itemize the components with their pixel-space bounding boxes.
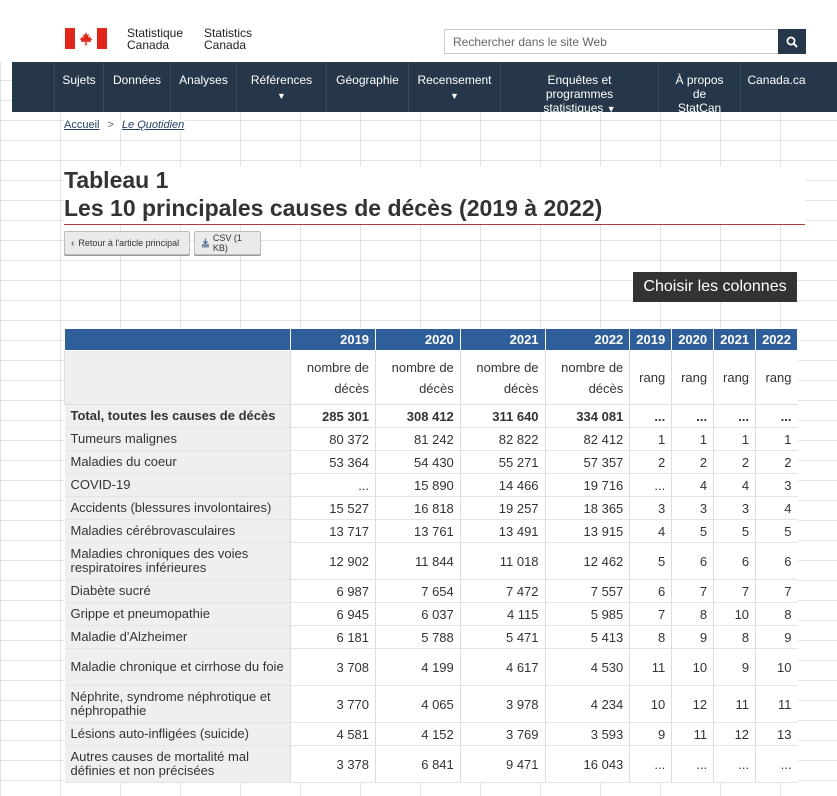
table-cell: ...	[714, 746, 756, 783]
unit-header: nombre de décès	[545, 351, 630, 405]
table-cell: 9	[630, 723, 672, 746]
table-cell: 4 530	[545, 649, 630, 686]
table-cell: 57 357	[545, 451, 630, 474]
table-cell: 54 430	[376, 451, 461, 474]
table-cell: 13 761	[376, 520, 461, 543]
chevron-down-icon: ▼	[606, 104, 616, 114]
table-cell: ...	[672, 746, 714, 783]
table-cell: 5 413	[545, 626, 630, 649]
table-cell: 4 581	[291, 723, 376, 746]
table-cell: 334 081	[545, 405, 630, 428]
table-row	[65, 626, 798, 649]
row-label: Néphrite, syndrome néphrotique et néphropathie	[65, 686, 291, 723]
row-label: Total, toutes les causes de décès	[65, 405, 291, 428]
header-blank	[65, 329, 291, 351]
nav-donnees[interactable]: Données	[103, 62, 170, 112]
table-row	[65, 451, 798, 474]
table-cell: 53 364	[291, 451, 376, 474]
table-cell: ...	[630, 474, 672, 497]
nav-recensement[interactable]: Recensement ▼	[408, 62, 500, 112]
table-cell: 6	[756, 543, 798, 580]
table-cell: 4	[630, 520, 672, 543]
unit-header: rang	[714, 351, 756, 405]
table-cell: 3 593	[545, 723, 630, 746]
table-cell: 4	[714, 474, 756, 497]
table-row	[65, 428, 798, 451]
row-label: Maladie chronique et cirrhose du foie	[65, 649, 291, 686]
search-icon	[786, 36, 798, 48]
table-cell: 7	[756, 580, 798, 603]
table-title: Les 10 principales causes de décès (2019 à 2022)	[64, 195, 603, 221]
table-cell: 12	[714, 723, 756, 746]
back-to-article-button[interactable]: ‹ Retour à l'article principal	[64, 231, 190, 255]
nav-geographie[interactable]: Géographie	[326, 62, 408, 112]
canada-flag-icon	[65, 28, 107, 49]
row-label: Maladies chroniques des voies respiratoires inférieures	[65, 543, 291, 580]
table-cell: 9	[756, 626, 798, 649]
table-row	[65, 649, 798, 686]
unit-header: nombre de décès	[460, 351, 545, 405]
table-cell: 10	[756, 649, 798, 686]
data-table	[64, 328, 798, 783]
table-cell: 8	[714, 626, 756, 649]
table-cell: 8	[756, 603, 798, 626]
unit-header: rang	[672, 351, 714, 405]
table-cell: 19 257	[460, 497, 545, 520]
table-cell: 3 770	[291, 686, 376, 723]
table-row-total	[65, 405, 798, 428]
table-cell: 4 115	[460, 603, 545, 626]
table-cell: 3	[756, 474, 798, 497]
table-cell: 311 640	[460, 405, 545, 428]
table-cell: 15 527	[291, 497, 376, 520]
choose-columns-button[interactable]: Choisir les colonnes	[633, 272, 797, 302]
table-cell: 4 617	[460, 649, 545, 686]
table-cell: 5 471	[460, 626, 545, 649]
table-cell: 7 654	[376, 580, 461, 603]
table-cell: ...	[756, 405, 798, 428]
chevron-down-icon: ▼	[450, 91, 459, 101]
table-row	[65, 543, 798, 580]
chevron-left-icon: ‹	[71, 237, 75, 249]
table-cell: 4	[672, 474, 714, 497]
table-row	[65, 723, 798, 746]
row-label: COVID-19	[65, 474, 291, 497]
nav-references[interactable]: Références ▼	[236, 62, 326, 112]
table-cell: 2	[672, 451, 714, 474]
csv-download-button[interactable]: CSV (1 KB)	[194, 231, 261, 255]
table-cell: ...	[756, 746, 798, 783]
table-cell: ...	[630, 405, 672, 428]
table-cell: 7 557	[545, 580, 630, 603]
table-cell: 13	[756, 723, 798, 746]
table-cell: 1	[714, 428, 756, 451]
unit-header: rang	[756, 351, 798, 405]
table-cell: 9 471	[460, 746, 545, 783]
row-label: Lésions auto-infligées (suicide)	[65, 723, 291, 746]
download-icon	[201, 238, 210, 249]
table-cell: 55 271	[460, 451, 545, 474]
row-label: Maladies cérébrovasculaires	[65, 520, 291, 543]
search-form	[444, 29, 806, 54]
table-row	[65, 520, 798, 543]
table-cell: 4 152	[376, 723, 461, 746]
table-cell: 4 065	[376, 686, 461, 723]
table-cell: 6	[714, 543, 756, 580]
table-cell: 10	[672, 649, 714, 686]
table-cell: 2	[714, 451, 756, 474]
table-cell: 12	[672, 686, 714, 723]
table-cell: 6 945	[291, 603, 376, 626]
header-year: 2020	[376, 329, 461, 351]
breadcrumb-le-quotidien[interactable]: Le Quotidien	[121, 119, 185, 131]
table-cell: 4 234	[545, 686, 630, 723]
table-cell: 2	[630, 451, 672, 474]
table-cell: 11	[714, 686, 756, 723]
table-cell: 9	[672, 626, 714, 649]
table-cell: 3	[630, 497, 672, 520]
table-cell: 6 181	[291, 626, 376, 649]
table-cell: 81 242	[376, 428, 461, 451]
table-row	[65, 686, 798, 723]
table-cell: 80 372	[291, 428, 376, 451]
row-label: Tumeurs malignes	[65, 428, 291, 451]
table-cell: 12 902	[291, 543, 376, 580]
header-year: 2021	[460, 329, 545, 351]
table-cell: 6 987	[291, 580, 376, 603]
main-menu	[12, 62, 837, 115]
nav-enquetes[interactable]: Enquêtes et programmes statistiques ▼	[500, 62, 658, 112]
table-cell: 6	[672, 543, 714, 580]
table-cell: ...	[291, 474, 376, 497]
table-cell: ...	[714, 405, 756, 428]
unit-header: nombre de décès	[291, 351, 376, 405]
table-cell: 7	[714, 580, 756, 603]
breadcrumb-home[interactable]: Accueil	[64, 119, 100, 131]
table-cell: 308 412	[376, 405, 461, 428]
table-cell: 11	[630, 649, 672, 686]
table-cell: 5	[672, 520, 714, 543]
table-cell: 13 915	[545, 520, 630, 543]
nav-analyses[interactable]: Analyses	[170, 62, 236, 112]
table-cell: 4	[756, 497, 798, 520]
row-label: Maladies du coeur	[65, 451, 291, 474]
site-header	[0, 0, 837, 62]
header-year: 2022	[756, 329, 798, 351]
nav-sujets[interactable]: Sujets	[54, 62, 103, 112]
table-cell: 16 043	[545, 746, 630, 783]
unit-header: rang	[630, 351, 672, 405]
table-cell: 13 491	[460, 520, 545, 543]
table-cell: 7	[630, 603, 672, 626]
nav-canada-ca[interactable]: Canada.ca	[740, 62, 812, 112]
unit-stub	[65, 351, 291, 405]
table-cell: 13 717	[291, 520, 376, 543]
table-cell: 7 472	[460, 580, 545, 603]
table-cell: 5	[714, 520, 756, 543]
table-cell: 2	[756, 451, 798, 474]
table-cell: 5	[630, 543, 672, 580]
table-cell: 8	[630, 626, 672, 649]
table-cell: 16 818	[376, 497, 461, 520]
search-input[interactable]	[444, 29, 778, 54]
table-cell: 3 978	[460, 686, 545, 723]
table-cell: 3	[672, 497, 714, 520]
signature-en[interactable]: Statistics Canada	[204, 26, 253, 52]
table-row	[65, 603, 798, 626]
table-cell: 3 378	[291, 746, 376, 783]
table-cell: 11	[756, 686, 798, 723]
table-cell: 3 708	[291, 649, 376, 686]
table-number: Tableau 1	[64, 167, 169, 193]
table-cell: 5 985	[545, 603, 630, 626]
table-cell: 285 301	[291, 405, 376, 428]
table-cell: 7	[672, 580, 714, 603]
table-cell: ...	[672, 405, 714, 428]
search-button[interactable]	[778, 29, 806, 54]
table-cell: 5	[756, 520, 798, 543]
table-cell: 82 822	[460, 428, 545, 451]
table-cell: 6 841	[376, 746, 461, 783]
table-cell: 1	[630, 428, 672, 451]
table-cell: 3	[714, 497, 756, 520]
breadcrumb	[64, 119, 184, 131]
signature-fr[interactable]: Statistique Canada	[127, 26, 184, 52]
row-label: Maladie d'Alzheimer	[65, 626, 291, 649]
row-label: Accidents (blessures involontaires)	[65, 497, 291, 520]
table-row	[65, 474, 798, 497]
table-cell: 3 769	[460, 723, 545, 746]
header-year: 2022	[545, 329, 630, 351]
header-year: 2020	[672, 329, 714, 351]
table-cell: 12 462	[545, 543, 630, 580]
table-cell: 11	[672, 723, 714, 746]
table-cell: 19 716	[545, 474, 630, 497]
row-label: Autres causes de mortalité mal définies et non précisées	[65, 746, 291, 783]
table-cell: 1	[672, 428, 714, 451]
table-cell: 82 412	[545, 428, 630, 451]
page-title	[64, 166, 805, 225]
table-cell: 11 018	[460, 543, 545, 580]
table-cell: 18 365	[545, 497, 630, 520]
header-year: 2021	[714, 329, 756, 351]
breadcrumb-separator: >	[107, 119, 114, 131]
header-year: 2019	[291, 329, 376, 351]
table-cell: ...	[630, 746, 672, 783]
table-cell: 14 466	[460, 474, 545, 497]
table-cell: 6 037	[376, 603, 461, 626]
table-row	[65, 497, 798, 520]
header-year: 2019	[630, 329, 672, 351]
table-cell: 11 844	[376, 543, 461, 580]
table-cell: 10	[630, 686, 672, 723]
table-cell: 6	[630, 580, 672, 603]
row-label: Grippe et pneumopathie	[65, 603, 291, 626]
table-cell: 5 788	[376, 626, 461, 649]
table-cell: 15 890	[376, 474, 461, 497]
nav-a-propos[interactable]: À propos de StatCan	[658, 62, 740, 112]
table-cell: 4 199	[376, 649, 461, 686]
unit-header: nombre de décès	[376, 351, 461, 405]
table-row	[65, 580, 798, 603]
table-cell: 10	[714, 603, 756, 626]
table-cell: 8	[672, 603, 714, 626]
table-cell: 1	[756, 428, 798, 451]
row-label: Diabète sucré	[65, 580, 291, 603]
table-cell: 9	[714, 649, 756, 686]
chevron-down-icon: ▼	[277, 91, 286, 101]
table-row	[65, 746, 798, 783]
